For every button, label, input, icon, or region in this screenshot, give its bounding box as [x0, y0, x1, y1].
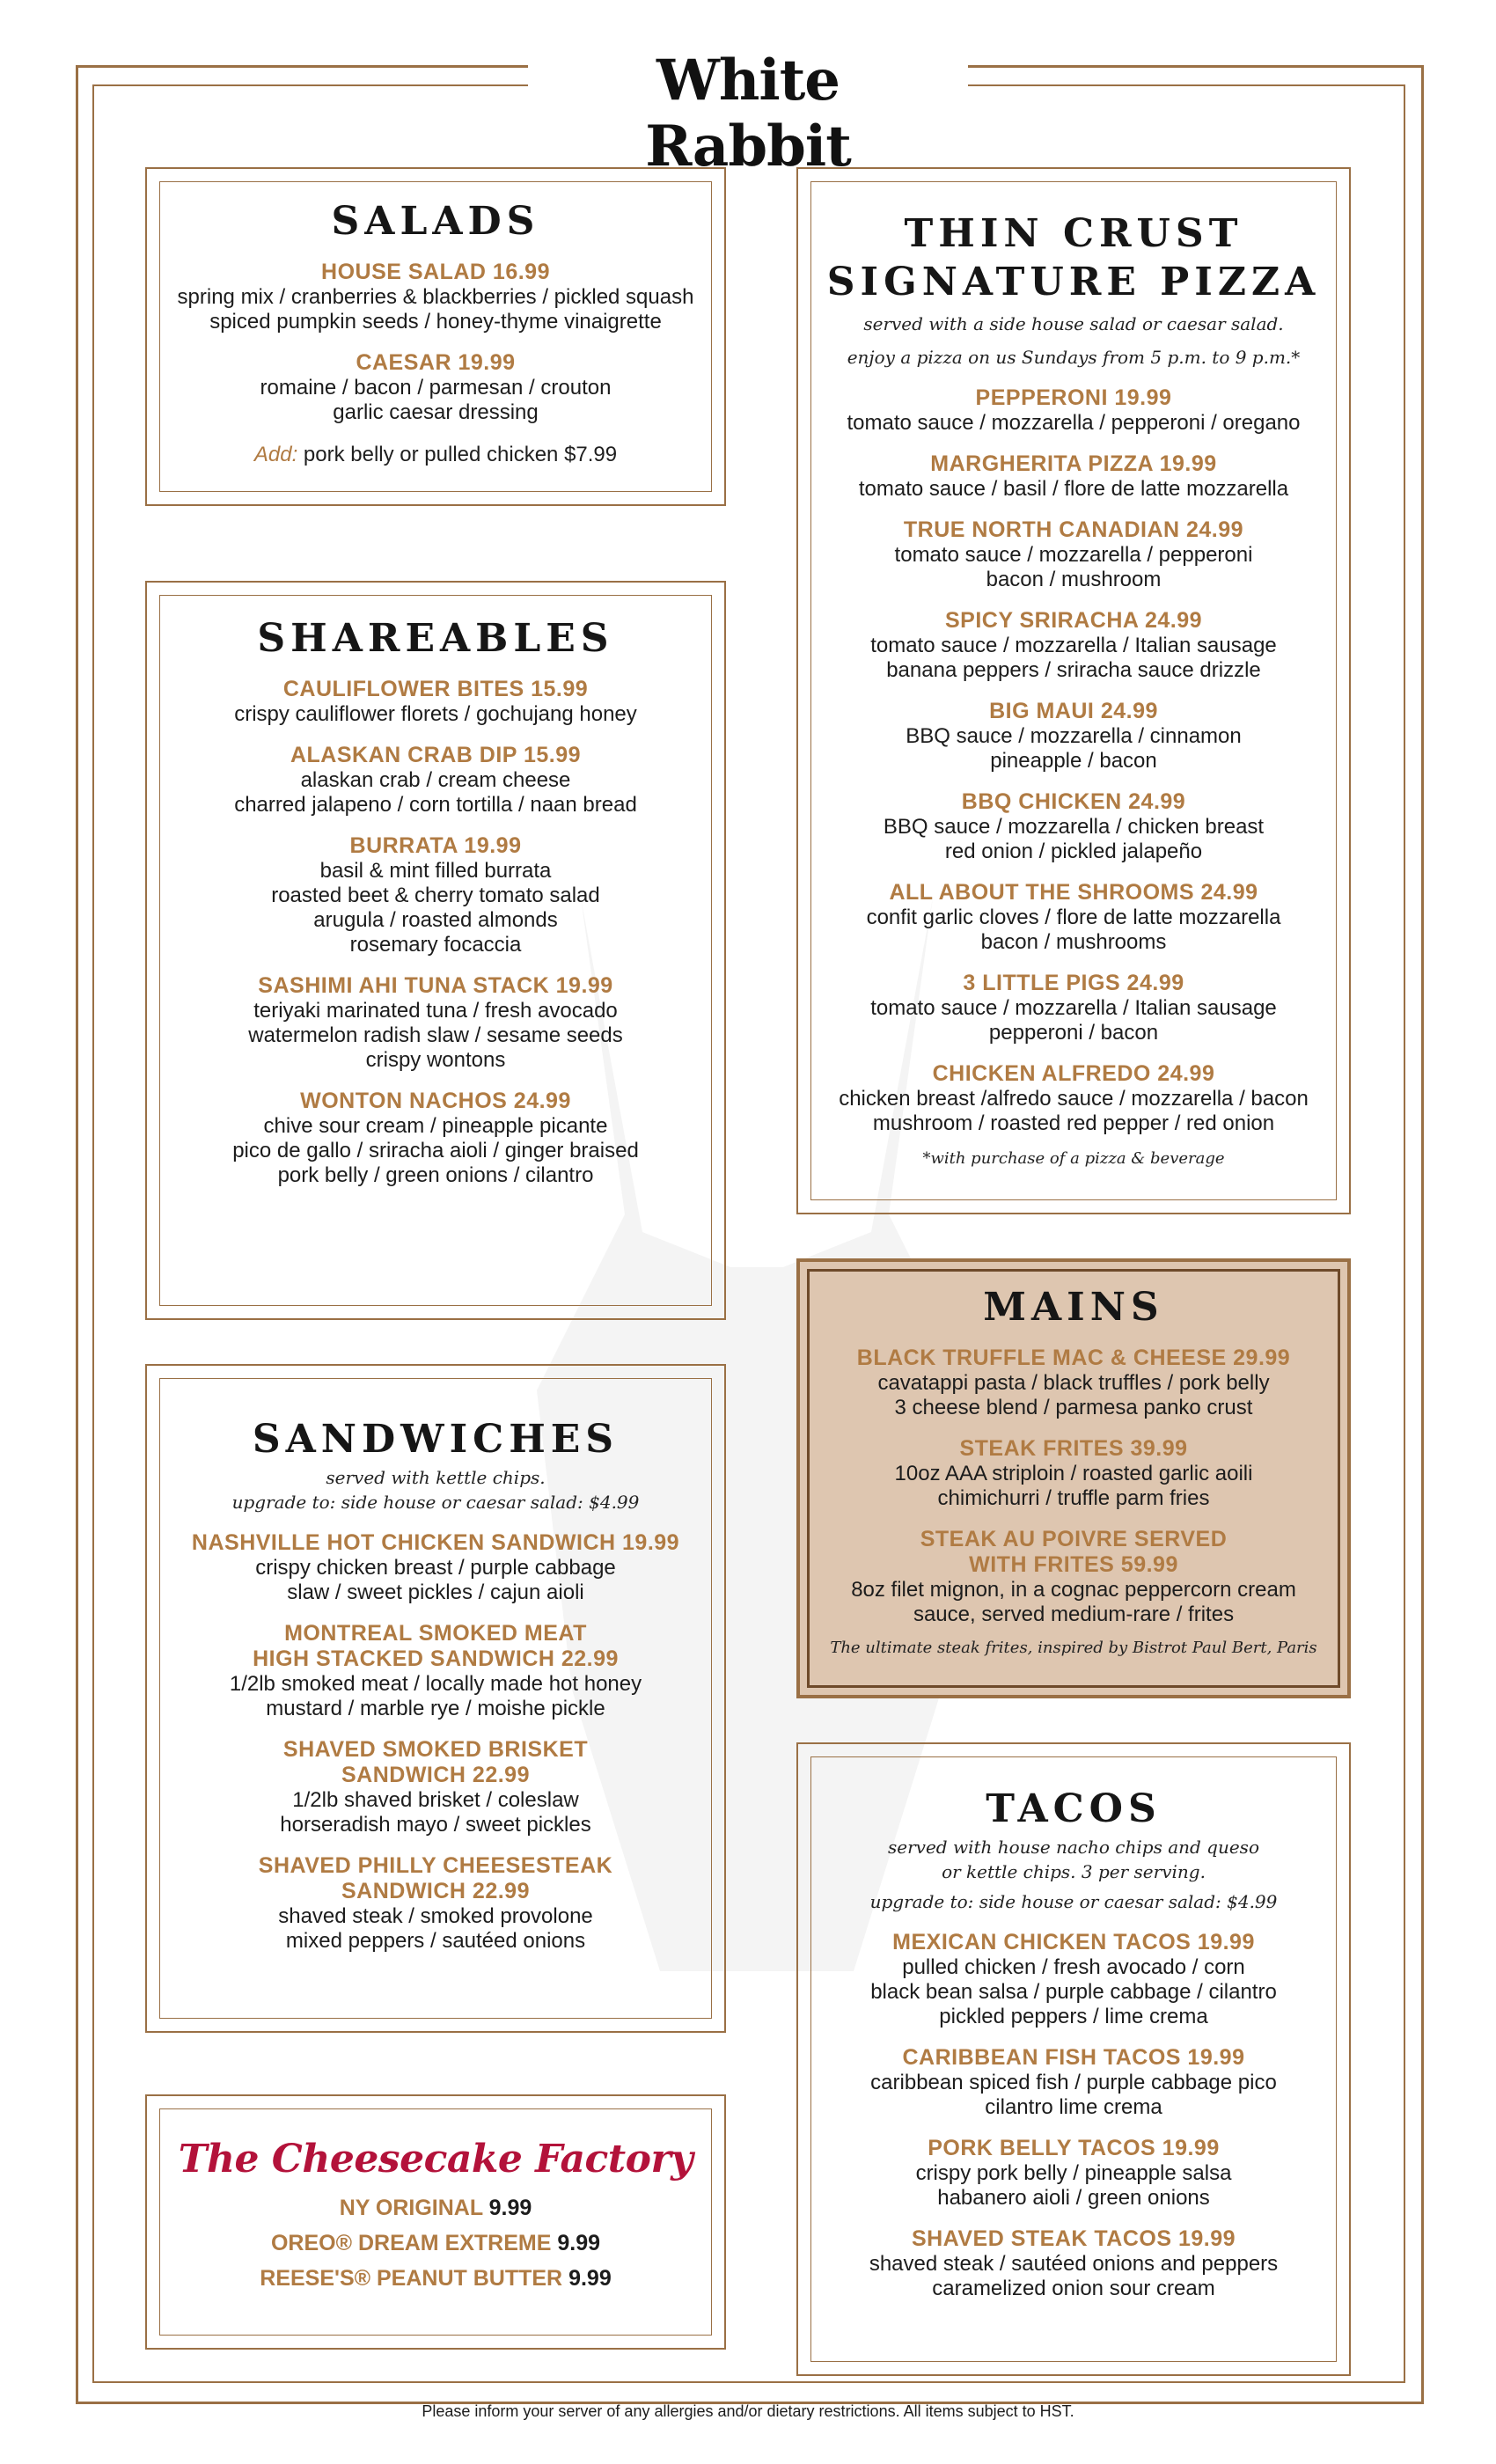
menu-item-description: confit garlic cloves / flore de latte mozzarella [866, 906, 1281, 929]
menu-item-name: PORK BELLY TACOS 19.99 [928, 2136, 1220, 2160]
cheesecake-item [177, 2261, 694, 2296]
menu-item-description: pepperoni / bacon [988, 1021, 1159, 1045]
cheesecake-item-price: 9.99 [488, 2196, 532, 2220]
menu-item [818, 971, 1330, 1045]
menu-item-description: 10oz AAA striploin / roasted garlic aoili [894, 1462, 1253, 1485]
menu-item [818, 2045, 1330, 2120]
menu-item [818, 880, 1330, 955]
menu-item-name: CARIBBEAN FISH TACOS 19.99 [902, 2045, 1245, 2070]
menu-item-description: spiced pumpkin seeds / honey-thyme vinaigrette [209, 310, 662, 334]
menu-item [818, 451, 1330, 502]
menu-item-description: horseradish mayo / sweet pickles [280, 1813, 591, 1837]
add-text: pork belly or pulled chicken $7.99 [303, 443, 618, 466]
menu-item-description: 8oz filet mignon, in a cognac peppercorn cream [851, 1578, 1296, 1602]
menu-item-description: alaskan crab / cream cheese [300, 768, 571, 792]
menu-item-name: CHICKEN ALFREDO 24.99 [932, 1061, 1215, 1086]
pizza-note-1: served with a side house salad or caesar salad. [863, 313, 1284, 334]
menu-item-name: STEAK AU POIVRE SERVED WITH FRITES 59.99 [920, 1527, 1228, 1577]
menu-item-description: garlic caesar dressing [333, 400, 539, 424]
menu-item-description: chive sour cream / pineapple picante [263, 1114, 608, 1138]
menu-item [177, 350, 694, 425]
menu-item-name: WONTON NACHOS 24.99 [300, 1089, 571, 1113]
menu-item [177, 677, 694, 727]
menu-item-description: mustard / marble rye / moishe pickle [266, 1697, 605, 1720]
menu-item-name: SPICY SRIRACHA 24.99 [944, 608, 1203, 633]
tacos-panel [796, 1742, 1351, 2376]
shareables-title: SHAREABLES [257, 616, 614, 661]
cheesecake-item-price: 9.99 [568, 2266, 612, 2291]
menu-item [177, 1621, 694, 1721]
shareables-list [177, 677, 694, 1188]
cheesecake-item-price: 9.99 [557, 2231, 601, 2255]
menu-item-name: NASHVILLE HOT CHICKEN SANDWICH 19.99 [191, 1530, 680, 1555]
menu-item-description: mushroom / roasted red pepper / red onion [872, 1111, 1275, 1135]
menu-item-name: TRUE NORTH CANADIAN 24.99 [903, 517, 1244, 542]
sandwiches-note-1: served with kettle chips. [326, 1467, 546, 1488]
menu-item [818, 699, 1330, 774]
menu-item-name: SASHIMI AHI TUNA STACK 19.99 [258, 973, 613, 998]
menu-item-description: pork belly / green onions / cilantro [277, 1163, 594, 1187]
menu-item [177, 973, 694, 1073]
cheesecake-list [177, 2190, 694, 2296]
menu-item-description: caribbean spiced fish / purple cabbage pico [870, 2071, 1277, 2094]
shareables-panel [145, 581, 726, 1320]
menu-item [177, 743, 694, 818]
add-label: Add: [253, 443, 298, 466]
menu-item-name: CAESAR 19.99 [356, 350, 516, 375]
sandwiches-panel [145, 1364, 726, 2033]
menu-item-name: CAULIFLOWER BITES 15.99 [282, 677, 589, 701]
menu-item-name: ALL ABOUT THE SHROOMS 24.99 [889, 880, 1258, 905]
menu-item-description: bacon / mushroom [986, 568, 1162, 591]
menu-item-name: MARGHERITA PIZZA 19.99 [930, 451, 1217, 476]
menu-item-description: roasted beet & cherry tomato salad [271, 884, 600, 907]
menu-item-description: tomato sauce / basil / flore de latte mozzarella [858, 477, 1289, 501]
mains-footnote: The ultimate steak frites, inspired by Bistrot Paul Bert, Paris [830, 1639, 1317, 1657]
tacos-note-1: served with house nacho chips and queso [888, 1837, 1259, 1858]
menu-item-description: 1/2lb shaved brisket / coleslaw [292, 1788, 579, 1812]
menu-item-description: tomato sauce / mozzarella / pepperoni [894, 543, 1253, 567]
menu-item [177, 1737, 694, 1837]
menu-item-description: pulled chicken / fresh avocado / corn [902, 1955, 1245, 1979]
menu-item-name: SHAVED STEAK TACOS 19.99 [911, 2226, 1236, 2251]
menu-item [818, 1930, 1330, 2029]
menu-item-description: tomato sauce / mozzarella / Italian sausage [870, 996, 1277, 1020]
menu-item-description: crispy cauliflower florets / gochujang honey [234, 702, 637, 726]
menu-item-name: ALASKAN CRAB DIP 15.99 [290, 743, 582, 767]
pizza-title-line-2: SIGNATURE PIZZA [826, 260, 1321, 304]
pizza-list [818, 385, 1330, 1136]
menu-item [818, 789, 1330, 864]
salads-list [177, 260, 694, 425]
brand-logo [590, 32, 906, 180]
menu-item [821, 1527, 1326, 1627]
menu-item-description: mixed peppers / sautéed onions [285, 1929, 586, 1953]
salads-title: SALADS [331, 199, 540, 244]
mains-list [821, 1346, 1326, 1627]
menu-item-description: banana peppers / sriracha sauce drizzle [886, 658, 1261, 682]
menu-item-description: tomato sauce / mozzarella / Italian sausage [870, 634, 1277, 657]
menu-item-description: pineapple / bacon [990, 749, 1157, 773]
tacos-note-2: or kettle chips. 3 per serving. [942, 1861, 1206, 1882]
pizza-footnote: *with purchase of a pizza & beverage [922, 1149, 1225, 1168]
menu-item [177, 1853, 694, 1954]
cheesecake-item [177, 2226, 694, 2261]
menu-item-name: BURRATA 19.99 [349, 833, 522, 858]
sandwiches-title: SANDWICHES [252, 1417, 620, 1462]
menu-item-description: romaine / bacon / parmesan / crouton [260, 376, 612, 400]
menu-item-description: chicken breast /alfredo sauce / mozzarella / bacon [839, 1087, 1309, 1111]
mains-panel [796, 1258, 1351, 1698]
cheesecake-panel [145, 2094, 726, 2350]
menu-item-description: crispy pork belly / pineapple salsa [915, 2161, 1232, 2185]
menu-item-description: rosemary focaccia [349, 933, 522, 957]
menu-item-description: BBQ sauce / mozzarella / chicken breast [883, 815, 1265, 839]
menu-item-description: chimichurri / truffle parm fries [937, 1486, 1210, 1510]
menu-item-description: pickled peppers / lime crema [939, 2005, 1208, 2028]
menu-item [818, 385, 1330, 436]
tacos-list [818, 1930, 1330, 2301]
menu-item-description: basil & mint filled burrata [319, 859, 552, 883]
menu-item [177, 1530, 694, 1605]
sandwiches-list [177, 1530, 694, 1954]
salads-add-line [177, 443, 694, 467]
menu-item [818, 608, 1330, 683]
menu-item [821, 1436, 1326, 1511]
menu-item [818, 2136, 1330, 2211]
menu-item-description: shaved steak / sautéed onions and peppers [869, 2252, 1279, 2276]
cheesecake-factory-logo: The Cheesecake Factory [178, 2137, 693, 2182]
menu-item [177, 1089, 694, 1188]
menu-item-description: watermelon radish slaw / sesame seeds [248, 1023, 623, 1047]
menu-item-name: BIG MAUI 24.99 [989, 699, 1158, 723]
cheesecake-item-name: NY ORIGINAL [339, 2196, 489, 2220]
menu-item-name: PEPPERONI 19.99 [975, 385, 1172, 410]
menu-item-description: caramelized onion sour cream [932, 2277, 1215, 2300]
allergy-footer-note: Please inform your server of any allergies and/or dietary restrictions. All items subject to HST. [422, 2402, 1074, 2420]
menu-item [818, 2226, 1330, 2301]
menu-item-name: SHAVED SMOKED BRISKET SANDWICH 22.99 [282, 1737, 589, 1787]
brand-name: White Rabbit [645, 48, 851, 180]
menu-item-description: 3 cheese blend / parmesa panko crust [894, 1396, 1253, 1419]
menu-item-name: SHAVED PHILLY CHEESESTEAK SANDWICH 22.99 [258, 1853, 613, 1903]
tacos-note-3: upgrade to: side house or caesar salad: $4.99 [869, 1891, 1278, 1912]
menu-item [177, 833, 694, 957]
menu-item-description: cilantro lime crema [985, 2095, 1162, 2119]
menu-item [818, 517, 1330, 592]
menu-item-description: black bean salsa / purple cabbage / cilantro [870, 1980, 1277, 2004]
menu-item-name: STEAK FRITES 39.99 [959, 1436, 1188, 1461]
menu-item-name: MEXICAN CHICKEN TACOS 19.99 [892, 1930, 1255, 1954]
menu-item-name: MONTREAL SMOKED MEAT HIGH STACKED SANDWICH 22.99 [253, 1621, 619, 1671]
menu-item-name: 3 LITTLE PIGS 24.99 [963, 971, 1184, 995]
mains-title: MAINS [983, 1285, 1164, 1330]
menu-item [821, 1346, 1326, 1420]
salads-panel [145, 167, 726, 506]
sandwiches-note-2: upgrade to: side house or caesar salad: $4.99 [231, 1492, 640, 1513]
menu-item-description: 1/2lb smoked meat / locally made hot honey [229, 1672, 642, 1696]
menu-item-name: HOUSE SALAD 16.99 [321, 260, 550, 284]
menu-item-description: pico de gallo / sriracha aioli / ginger braised [232, 1139, 639, 1162]
menu-item-description: spring mix / cranberries & blackberries / pickled squash [177, 285, 694, 309]
pizza-note-2: enjoy a pizza on us Sundays from 5 p.m. to 9 p.m.* [847, 347, 1301, 368]
menu-item-name: BLACK TRUFFLE MAC & CHEESE 29.99 [856, 1346, 1291, 1370]
menu-item-description: teriyaki marinated tuna / fresh avocado [253, 999, 618, 1023]
menu-item-name: BBQ CHICKEN 24.99 [961, 789, 1186, 814]
menu-item-description: charred jalapeno / corn tortilla / naan bread [234, 793, 637, 817]
menu-item-description: tomato sauce / mozzarella / pepperoni / oregano [847, 411, 1301, 435]
cheesecake-item-name: REESE'S® PEANUT BUTTER [260, 2266, 569, 2291]
menu-item-description: cavatappi pasta / black truffles / pork belly [877, 1371, 1270, 1395]
menu-item-description: bacon / mushrooms [980, 930, 1167, 954]
pizza-panel [796, 167, 1351, 1214]
menu-item-description: red onion / pickled jalapeño [944, 840, 1203, 863]
menu-item-description: BBQ sauce / mozzarella / cinnamon [906, 724, 1242, 748]
menu-item-description: crispy wontons [365, 1048, 506, 1072]
tacos-title: TACOS [986, 1786, 1162, 1831]
menu-item-description: habanero aioli / green onions [937, 2186, 1210, 2210]
cheesecake-item-name: OREO® DREAM EXTREME [270, 2231, 558, 2255]
menu-item-description: arugula / roasted almonds [313, 908, 558, 932]
cheesecake-item [177, 2190, 694, 2226]
menu-item [177, 260, 694, 334]
menu-item-description: shaved steak / smoked provolone [278, 1904, 593, 1928]
menu-item [818, 1061, 1330, 1136]
pizza-title-line-1: THIN CRUST [904, 211, 1243, 256]
menu-item-description: slaw / sweet pickles / cajun aioli [287, 1580, 584, 1604]
menu-item-description: crispy chicken breast / purple cabbage [255, 1556, 616, 1580]
menu-item-description: sauce, served medium-rare / frites [913, 1602, 1235, 1626]
